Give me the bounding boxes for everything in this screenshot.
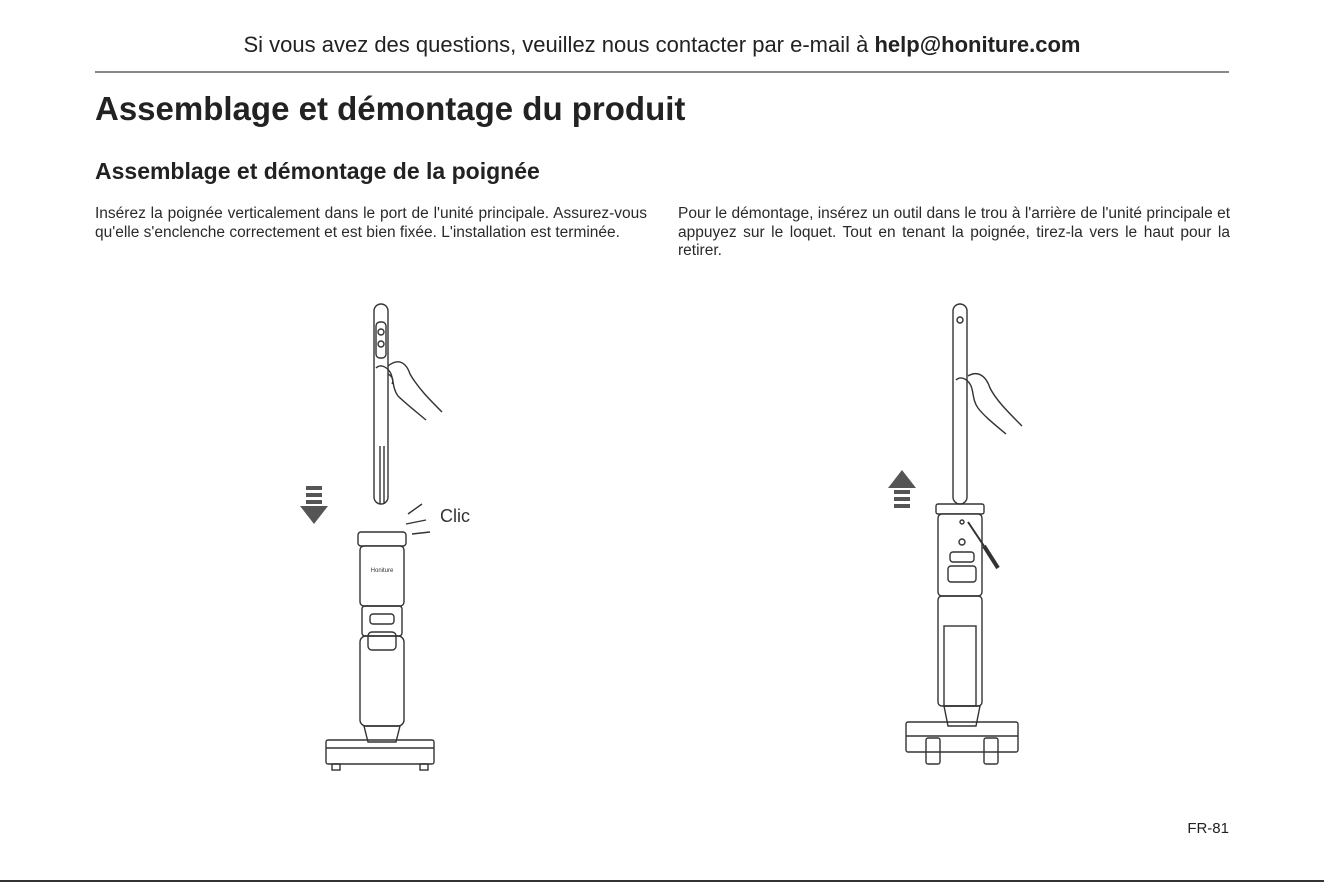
footer-divider — [0, 880, 1324, 882]
brand-label: Honiture — [370, 568, 394, 574]
contact-email[interactable]: help@honiture.com — [874, 32, 1081, 57]
contact-header — [95, 32, 1229, 58]
click-icon — [406, 504, 430, 534]
click-label: Clic — [440, 506, 470, 526]
vacuum-body-icon — [906, 504, 1018, 764]
arrow-up-icon — [888, 470, 916, 508]
page-title: Assemblage et démontage du produit — [95, 90, 686, 127]
disassembly-instructions: Pour le démontage, insérez un outil dans le trou à l'arrière de l'unité principale et appuyez sur le loquet. Tout en tenant la poignée, tirez-la vers le haut pour la retirer. — [678, 205, 1230, 259]
handle-icon — [953, 304, 967, 504]
page-number: FR-81 — [1187, 820, 1229, 837]
vacuum-body-icon — [326, 532, 434, 770]
assembly-illustration — [280, 296, 520, 776]
section-title: Assemblage et démontage de la poignée — [95, 158, 540, 184]
assembly-instructions: Insérez la poignée verticalement dans le port de l'unité principale. Assurez-vous qu'elle s'enclenche correctement et est bien fixée. L'installation est terminée. — [95, 205, 647, 241]
header-divider — [95, 71, 1229, 73]
contact-text: Si vous avez des questions, veuillez nous contacter par e-mail à — [243, 32, 875, 57]
handle-icon — [374, 304, 388, 504]
arrow-down-icon — [300, 486, 328, 524]
disassembly-illustration — [860, 296, 1060, 776]
